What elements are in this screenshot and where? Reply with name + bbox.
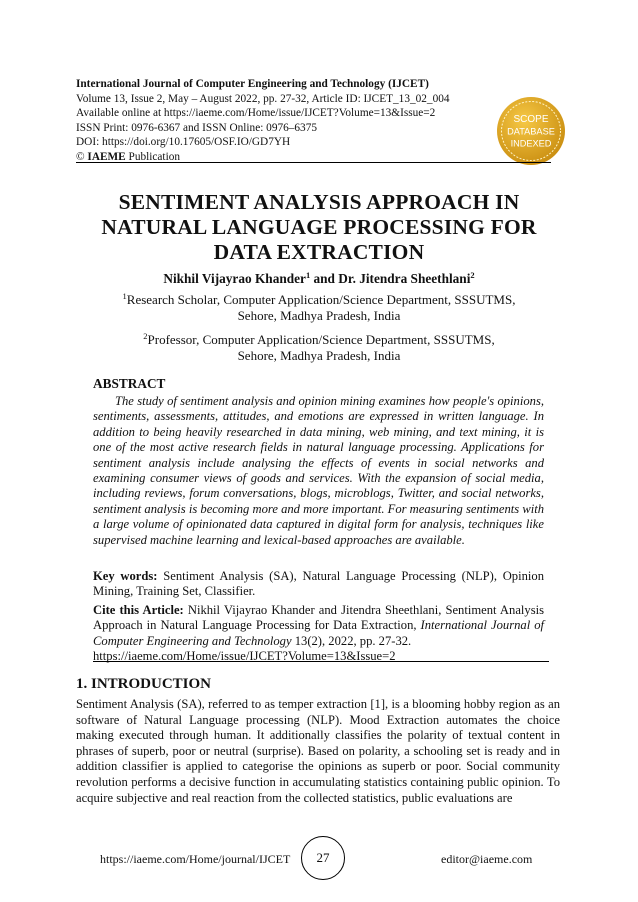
header-divider — [76, 162, 551, 163]
publisher-name: IAEME — [87, 150, 126, 163]
authors — [60, 271, 578, 287]
page-number: 27 — [301, 836, 345, 880]
introduction-body: Sentiment Analysis (SA), referred to as temper extraction [1], is a blooming hobby region as an software of Natural Language processing (NLP). Mood Extraction automates the choice making executed through human. It additionally classifies the polarity of textual content in phrases of superb, poor or neutral (surprise). Based on polarity, a schooling set is ready and in addition classifier is applied to categorise the opinions as superb or poor. Social community revolution performs a decisive function in accumulating statistics containing public opinion. To acquire subjective and real reaction from the collected statistics, public evaluations are — [76, 697, 560, 805]
keywords-label: Key words: — [93, 569, 158, 583]
keywords-text: Sentiment Analysis (SA), Natural Language Processing (NLP), Opinion Mining, Training Set, Classifier. — [93, 569, 544, 599]
author-1: Nikhil Vijayrao Khander — [163, 271, 306, 286]
journal-name: International Journal of Computer Engineering and Technology (IJCET) — [76, 78, 429, 90]
cite-url[interactable]: https://iaeme.com/Home/issue/IJCET?Volume=13&Issue=2 — [93, 649, 396, 664]
issn-line: ISSN Print: 0976-6367 and ISSN Online: 0976–6375 — [76, 121, 318, 134]
author-1-affil-mark: 1 — [305, 270, 311, 280]
cite-divider — [93, 661, 549, 662]
affiliation-2-line-1: Professor, Computer Application/Science Department, SSSUTMS, — [147, 332, 495, 347]
title-line-3: DATA EXTRACTION — [213, 240, 425, 264]
cite-volume: 13(2), 2022, pp. 27-32. — [291, 633, 412, 648]
affiliation-2 — [60, 332, 578, 364]
volume-line: Volume 13, Issue 2, May – August 2022, pp. 27-32, Article ID: IJCET_13_02_004 — [76, 92, 450, 105]
affiliation-1-line-1: Research Scholar, Computer Application/Science Department, SSSUTMS, — [126, 292, 516, 307]
badge-text-database: DATABASE — [507, 126, 555, 137]
affiliation-2-mark: 2 — [143, 331, 148, 341]
title-line-2: NATURAL LANGUAGE PROCESSING FOR — [101, 215, 537, 239]
affiliation-1-line-2: Sehore, Madhya Pradesh, India — [237, 308, 401, 323]
scope-database-badge-icon — [496, 96, 566, 166]
journal-header — [76, 77, 516, 164]
abstract-heading: ABSTRACT — [93, 376, 166, 391]
affiliation-1-mark: 1 — [122, 291, 127, 301]
affiliation-1 — [60, 292, 578, 324]
available-online-line: Available online at https://iaeme.com/Home/issue/IJCET?Volume=13&Issue=2 — [76, 107, 436, 119]
cite-label: Cite this Article: — [93, 603, 184, 617]
author-2: Dr. Jitendra Sheethlani — [338, 271, 471, 286]
copyright-symbol: © — [76, 150, 88, 163]
badge-text-indexed: INDEXED — [510, 138, 552, 149]
cite-this-article — [93, 603, 544, 665]
abstract-body: The study of sentiment analysis and opinion mining examines how people's opinions, sentiments, assessments, attitudes, and emotions are expressed in written language. In addition to being heavily researched in data mining, web mining, and text mining, it is one of the most active research fields in natural language processing. Applications for sentiment analysis include analysing the effects of events in social networks and examining consumer views of goods and services. With the expansion of social media, including reviews, forum conversations, blogs, microblogs, Twitter, and social networks, sentiment analysis is becoming more and more important. For measuring sentiments with a large volume of opinionated data captured in digital form for analysis, techniques like supervised machine learning and lexical-based approaches are available. — [93, 394, 545, 547]
authors-conjunction: and — [310, 271, 339, 286]
affiliation-2-line-2: Sehore, Madhya Pradesh, India — [237, 348, 401, 363]
publication-label: Publication — [125, 150, 181, 163]
section-heading: 1. INTRODUCTION — [76, 676, 212, 692]
doi-line: DOI: https://doi.org/10.17605/OSF.IO/GD7YH — [76, 136, 291, 148]
footer-journal-url[interactable]: https://iaeme.com/Home/journal/IJCET — [100, 852, 291, 866]
footer-email[interactable]: editor@iaeme.com — [441, 852, 533, 866]
paper-title — [60, 190, 578, 265]
badge-text-scope: SCOPE — [513, 114, 549, 125]
title-line-1: SENTIMENT ANALYSIS APPROACH IN — [118, 190, 520, 214]
cite-text: Nikhil Vijayrao Khander and Jitendra Sheethlani, Sentiment Analysis Approach in Natural Language Processing for Data Extraction, — [93, 603, 545, 633]
keywords — [93, 569, 544, 600]
cite-journal: International Journal of Computer Engineering and Technology — [93, 618, 544, 648]
author-2-affil-mark: 2 — [470, 270, 475, 280]
